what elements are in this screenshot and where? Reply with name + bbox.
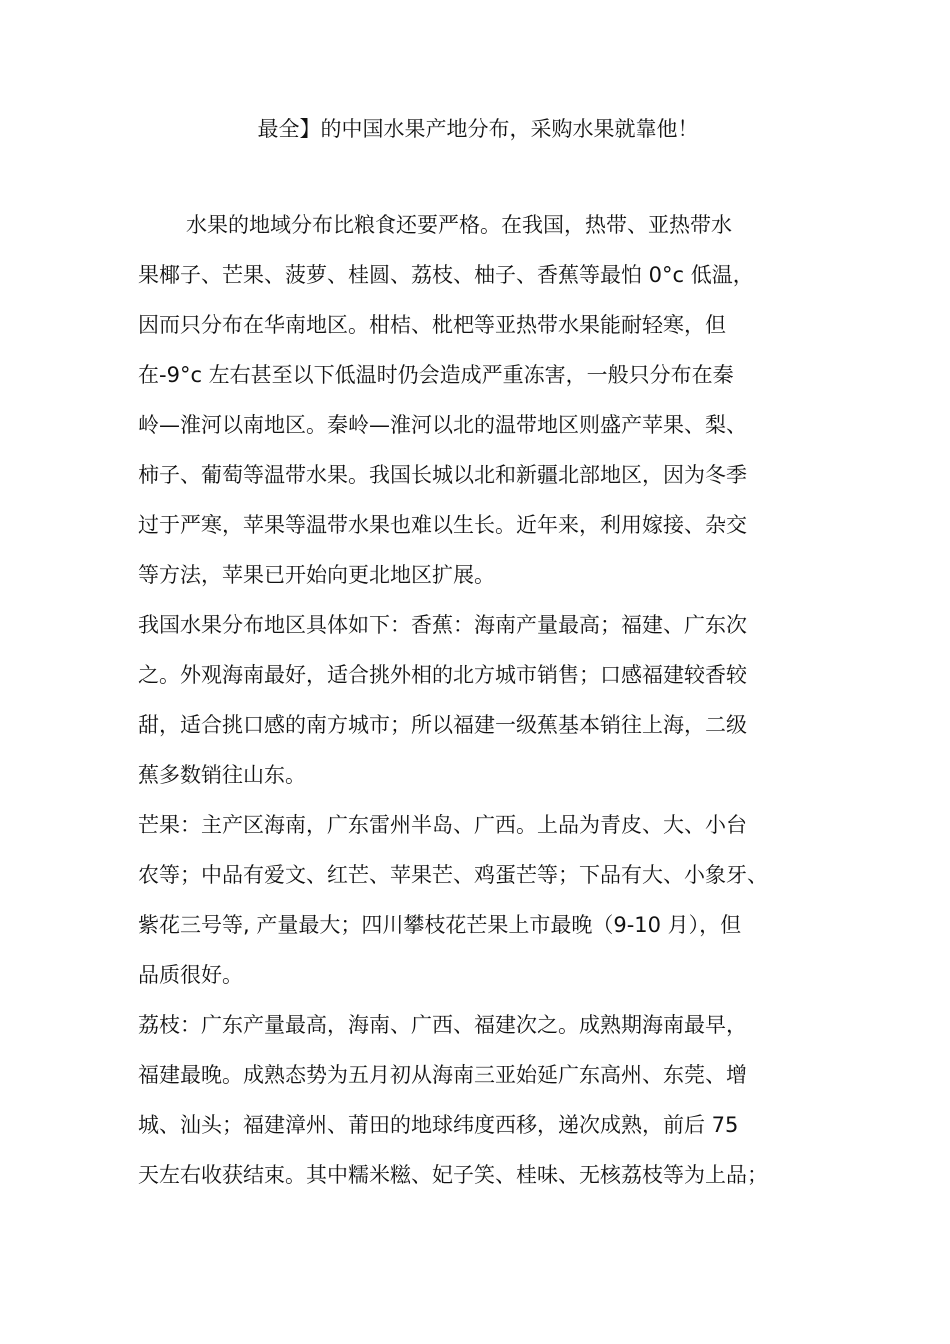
text-line: 果椰子、芒果、菠萝、桂圆、荔枝、柚子、香蕉等最怕 0°c 低温， [138, 263, 754, 287]
text-line: 紫花三号等, 产量最大；四川攀枝花芒果上市最晚（9-10 月），但 [138, 913, 742, 937]
text-line: 城、汕头；福建漳州、莆田的地球纬度西移，递次成熟，前后 75 [138, 1113, 739, 1137]
text-line: 福建最晚。成熟态势为五月初从海南三亚始延广东高州、东莞、增 [138, 1063, 747, 1087]
text-line: 芒果：主产区海南，广东雷州半岛、广西。上品为青皮、大、小台 [138, 813, 747, 837]
text-line: 天左右收获结束。其中糯米糍、妃子笑、桂味、无核荔枝等为上品； [138, 1163, 768, 1187]
text-line: 过于严寒，苹果等温带水果也难以生长。近年来，利用嫁接、杂交 [138, 513, 747, 537]
document-title: 最全】的中国水果产地分布，采购水果就靠他！ [257, 117, 699, 141]
text-line: 等方法，苹果已开始向更北地区扩展。 [138, 563, 495, 587]
text-line: 甜，适合挑口感的南方城市；所以福建一级蕉基本销往上海，二级 [138, 713, 747, 737]
text-line: 农等；中品有爱文、红芒、苹果芒、鸡蛋芒等；下品有大、小象牙、 [138, 863, 768, 887]
text-line: 岭—淮河以南地区。秦岭—淮河以北的温带地区则盛产苹果、梨、 [138, 413, 747, 437]
text-line: 荔枝：广东产量最高，海南、广西、福建次之。成熟期海南最早， [138, 1013, 747, 1037]
text-line: 因而只分布在华南地区。柑桔、枇杷等亚热带水果能耐轻寒，但 [138, 313, 726, 337]
text-line: 蕉多数销往山东。 [138, 763, 306, 787]
text-line: 水果的地域分布比粮食还要严格。在我国，热带、亚热带水 [186, 213, 732, 237]
text-line: 在-9°c 左右甚至以下低温时仍会造成严重冻害，一般只分布在秦 [138, 363, 734, 387]
text-line: 柿子、葡萄等温带水果。我国长城以北和新疆北部地区，因为冬季 [138, 463, 747, 487]
text-line: 品质很好。 [138, 963, 243, 987]
text-line: 我国水果分布地区具体如下：香蕉：海南产量最高；福建、广东次 [138, 613, 747, 637]
text-line: 之。外观海南最好，适合挑外相的北方城市销售；口感福建较香较 [138, 663, 747, 687]
document-body [138, 200, 828, 1200]
